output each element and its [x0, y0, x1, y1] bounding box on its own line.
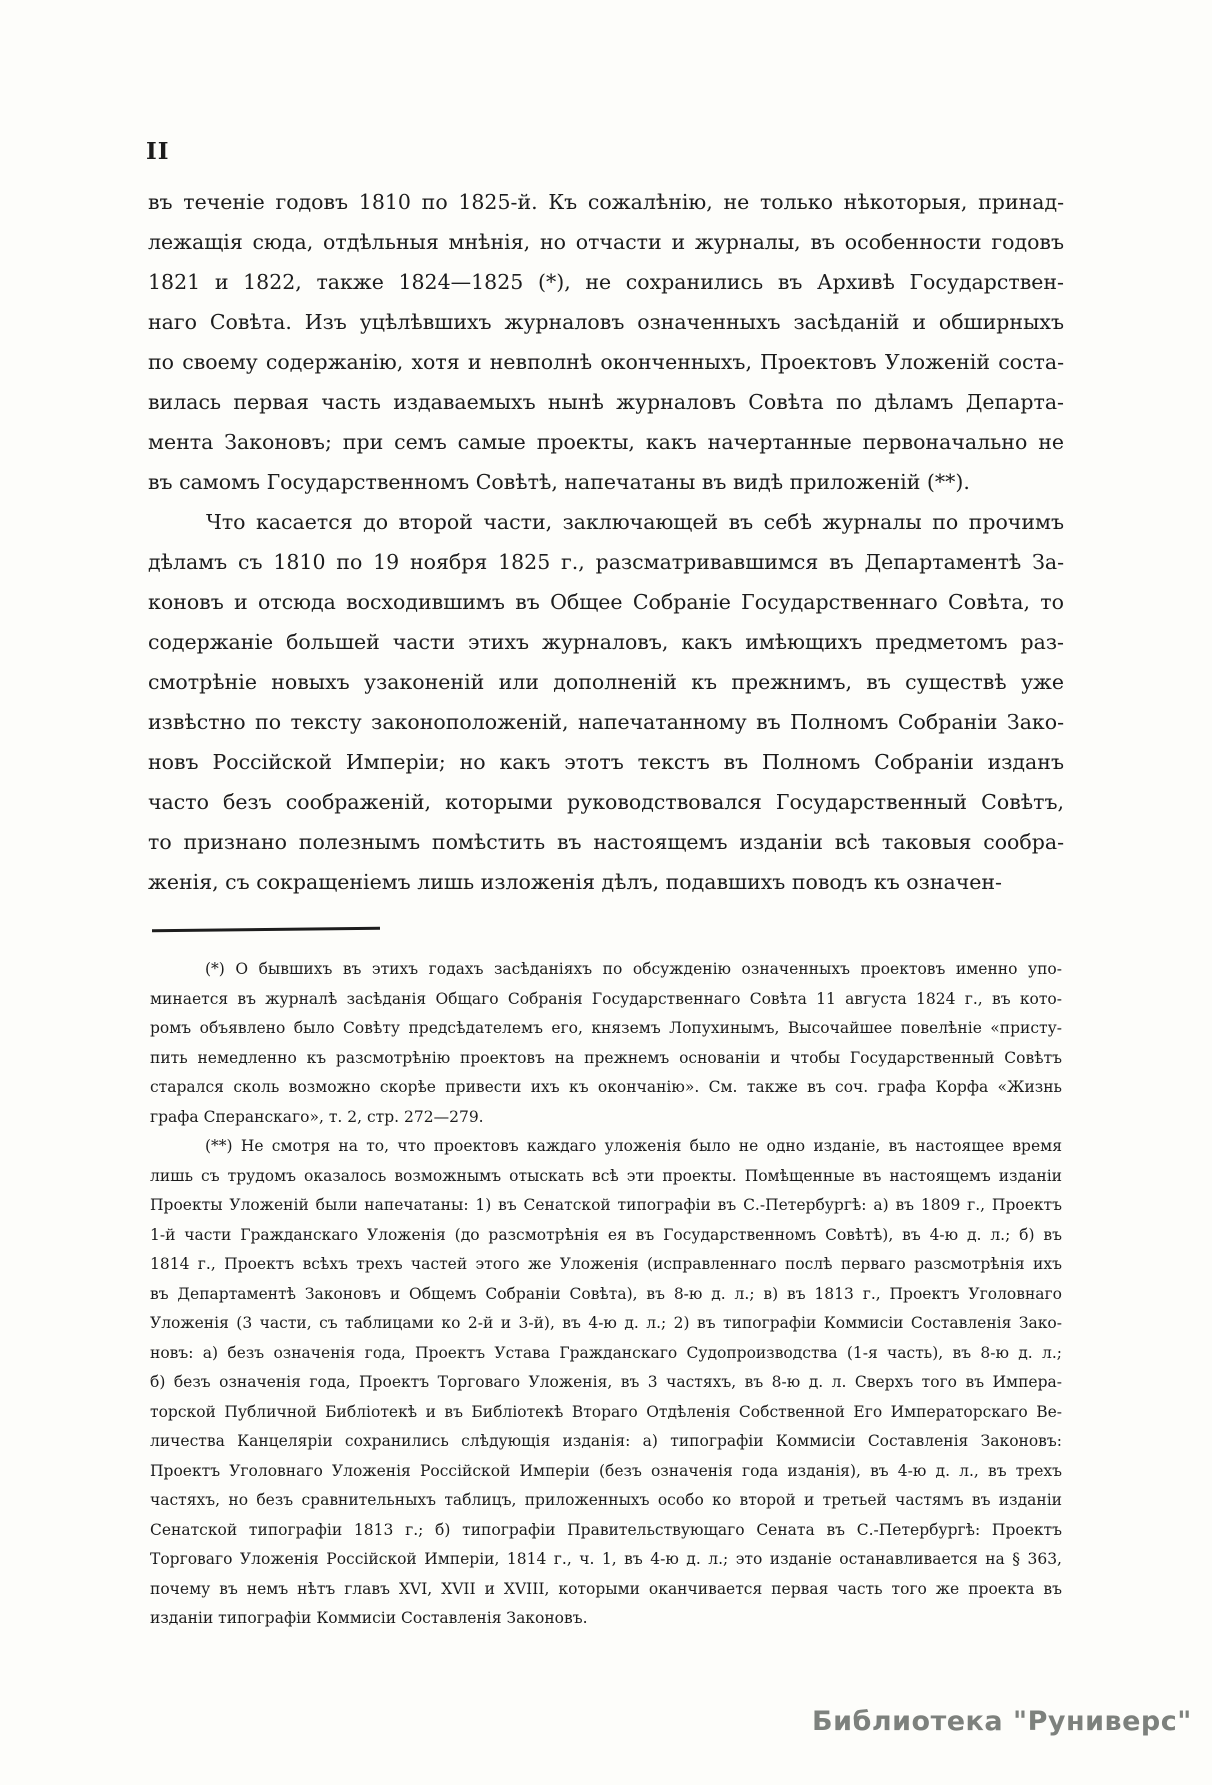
- footnote-line: Уложенія (3 части, съ таблицами ко 2-й и 3-й), въ 4-ю д. л.; 2) въ типографіи Коммисіи Составленія Зако-: [150, 1314, 1062, 1332]
- footnote-line: лишь съ трудомъ оказалось возможнымъ отыскать всѣ эти проекты. Помѣщенные въ настоящемъ изданіи: [150, 1166, 1062, 1185]
- footnote-line: Сенатской типографіи 1813 г.; б) типографіи Правительствующаго Сената въ С.-Петербургѣ: Проектъ: [150, 1520, 1062, 1539]
- main-text-line: 1821 и 1822, также 1824—1825 (*), не сохранились въ Архивѣ Государствен-: [148, 270, 1064, 294]
- main-text-line: смотрѣніе новыхъ узаконеній или дополненій къ прежнимъ, въ существѣ уже: [148, 670, 1064, 694]
- footnote-line: почему въ немъ нѣтъ главъ XVI, XVII и XVIII, которыми оканчивается первая часть того же проекта въ: [150, 1579, 1062, 1598]
- main-text-line: коновъ и отсюда восходившимъ въ Общее Собраніе Государственнаго Совѣта, то: [148, 590, 1064, 614]
- footnotes-block: [150, 955, 1062, 1634]
- footnote-line: Проекты Уложеній были напечатаны: 1) въ Сенатской типографіи въ С.-Петербургѣ: а) въ 1809 г., Проектъ: [150, 1196, 1062, 1214]
- footnote-line: пить немедленно къ разсмотрѣнію проектовъ на прежнемъ основаніи и чтобы Государственный Совѣтъ: [150, 1048, 1062, 1067]
- footnote-line: изданіи типографіи Коммисіи Составленія Законовъ.: [150, 1609, 588, 1627]
- main-text-line: наго Совѣта. Изъ уцѣлѣвшихъ журналовъ означенныхъ засѣданій и обширныхъ: [148, 310, 1064, 334]
- main-text-block: [148, 182, 1064, 902]
- main-text-line: вилась первая часть издаваемыхъ нынѣ журналовъ Совѣта по дѣламъ Департа-: [148, 390, 1064, 414]
- main-text-line: содержаніе большей части этихъ журналовъ, какъ имѣющихъ предметомъ раз-: [148, 630, 1064, 654]
- main-text-line: извѣстно по тексту законоположеній, напечатанному въ Полномъ Собраніи Зако-: [148, 710, 1064, 734]
- main-text-line: мента Законовъ; при семъ самые проекты, какъ начертанные первоначально не: [148, 430, 1064, 454]
- footnote-line: минается въ журналѣ засѣданія Общаго Собранія Государственнаго Совѣта 11 августа 1824 г., въ кото-: [150, 989, 1062, 1008]
- footnote-line: торской Публичной Библіотекѣ и въ Библіотекѣ Втораго Отдѣленія Собственной Его Императорскаго Ве-: [150, 1402, 1062, 1421]
- footnote-line: б) безъ означенія года, Проектъ Торговаго Уложенія, въ 3 частяхъ, въ 8-ю д. л. Сверхъ того въ Импера-: [150, 1373, 1062, 1391]
- page-number: II: [146, 138, 170, 165]
- footnote-line: (**) Не смотря на то, что проектовъ каждаго уложенія было не одно изданіе, въ настоящее время: [205, 1137, 1062, 1155]
- footnote-line: частяхъ, но безъ сравнительныхъ таблицъ, приложенныхъ особо ко второй и третьей частямъ въ изданіи: [150, 1491, 1062, 1509]
- footnote-line: личества Канцеляріи сохранились слѣдующія изданія: а) типографіи Коммисіи Составленія Законовъ:: [150, 1432, 1062, 1450]
- footnote-line: старался сколь возможно скорѣе привести ихъ къ окончанію». См. также въ соч. графа Корфа «Жизнь: [150, 1078, 1062, 1096]
- footnote-line: Проектъ Уголовнаго Уложенія Россійской Имперіи (безъ означенія года изданія), въ 4-ю д. л., въ трехъ: [150, 1461, 1062, 1480]
- main-text-line: новъ Россійской Имперіи; но какъ этотъ текстъ въ Полномъ Собраніи изданъ: [148, 750, 1064, 774]
- footnote-line: 1814 г., Проектъ всѣхъ трехъ частей этого же Уложенія (исправленнаго послѣ перваго разсмотрѣнія ихъ: [150, 1255, 1062, 1273]
- footnote-separator-rule: [152, 927, 380, 932]
- main-text-line: по своему содержанію, хотя и невполнѣ оконченныхъ, Проектовъ Уложеній соста-: [148, 350, 1064, 374]
- footnote-line: Торговаго Уложенія Россійской Имперіи, 1814 г., ч. 1, въ 4-ю д. л.; это изданіе останавливается на § 363,: [150, 1550, 1062, 1568]
- footnote-line: въ Департаментѣ Законовъ и Общемъ Собраніи Совѣта), въ 8-ю д. л.; в) въ 1813 г., Проектъ Уголовнаго: [150, 1284, 1062, 1303]
- footnote-line: (*) О бывшихъ въ этихъ годахъ засѣданіяхъ по обсужденію означенныхъ проектовъ именно упо-: [205, 960, 1062, 978]
- library-watermark: Библиотека "Руниверс": [812, 1706, 1192, 1737]
- footnote-line: ромъ объявлено было Совѣту предсѣдателемъ его, княземъ Лопухинымъ, Высочайшее повелѣніе «присту-: [150, 1019, 1062, 1037]
- main-text-line: дѣламъ съ 1810 по 19 ноября 1825 г., разсматривавшимся въ Департаментѣ За-: [148, 550, 1064, 574]
- main-text-line: то признано полезнымъ помѣстить въ настоящемъ изданіи всѣ таковыя сообра-: [148, 830, 1064, 854]
- main-text-line: Что касается до второй части, заключающей въ себѣ журналы по прочимъ: [206, 510, 1064, 534]
- footnote-line: 1-й части Гражданскаго Уложенія (до разсмотрѣнія ея въ Государственномъ Совѣтѣ), въ 4-ю д. л.; б) въ: [150, 1225, 1062, 1244]
- main-text-line: въ теченіе годовъ 1810 по 1825-й. Къ сожалѣнію, не только нѣкоторыя, принад-: [148, 190, 1064, 214]
- footnote-line: графа Сперанскаго», т. 2, стр. 272—279.: [150, 1107, 484, 1126]
- main-text-line: лежащія сюда, отдѣльныя мнѣнія, но отчасти и журналы, въ особенности годовъ: [148, 230, 1064, 254]
- main-text-line: въ самомъ Государственномъ Совѣтѣ, напечатаны въ видѣ приложеній (**).: [148, 470, 970, 494]
- main-text-line: часто безъ соображеній, которыми руководствовался Государственный Совѣтъ,: [148, 790, 1064, 814]
- main-text-line: женія, съ сокращеніемъ лишь изложенія дѣлъ, подавшихъ поводъ къ означен-: [148, 870, 1002, 894]
- footnote-line: новъ: а) безъ означенія года, Проектъ Устава Гражданскаго Судопроизводства (1-я часть), въ 8-ю д. л.;: [150, 1343, 1062, 1362]
